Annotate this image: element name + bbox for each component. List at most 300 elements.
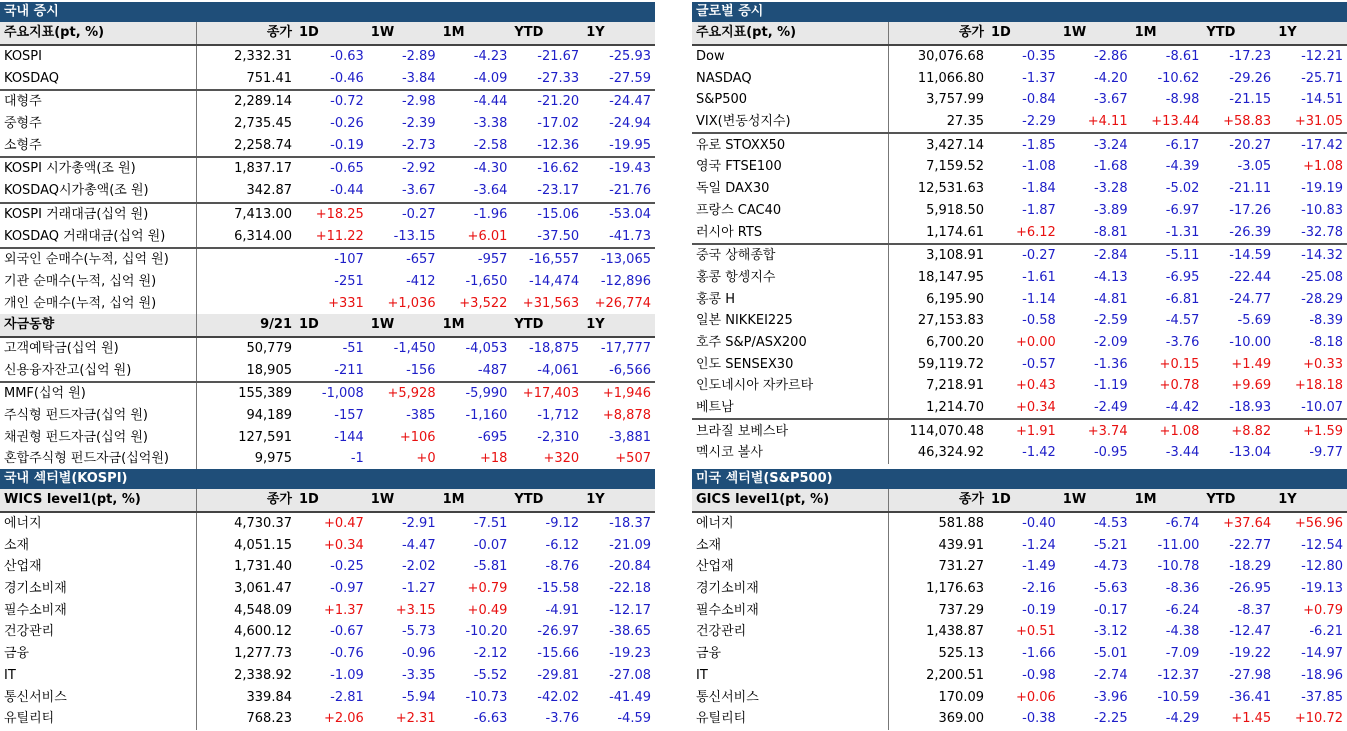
row-close: 3,427.14: [888, 133, 988, 156]
change-value: -23.17: [537, 183, 580, 199]
table-header-row: [0, 22, 655, 45]
change-value: -5.69: [1237, 313, 1272, 329]
change-value: -6.63: [473, 711, 508, 727]
row-close: 6,314.00: [234, 228, 292, 244]
change-value: +1.08: [1132, 419, 1204, 442]
change-value: -0.58: [1022, 313, 1056, 329]
change-value: -11.00: [1157, 537, 1200, 553]
row-close: 46,324.92: [917, 445, 984, 461]
change-value: +18.18: [1294, 378, 1343, 394]
change-value: +320: [543, 451, 580, 467]
table-row: [692, 89, 1347, 111]
change-value: -13.15: [393, 228, 436, 244]
change-value: -8.37: [1237, 602, 1272, 618]
change-value: -957: [440, 248, 512, 271]
us-sector-panel: [692, 469, 1347, 730]
change-value: -156: [406, 362, 436, 378]
change-value: +1,036: [387, 295, 436, 311]
row-name: 소재: [0, 534, 196, 556]
change-value: -8.98: [1165, 92, 1200, 108]
row-name: 외국인 순매수(누적, 십억 원): [0, 248, 196, 271]
change-value: -16.62: [511, 157, 583, 180]
change-value: -1.61: [1022, 269, 1056, 285]
change-value: -3.89: [1093, 202, 1128, 218]
change-value: -1.27: [401, 581, 436, 597]
change-value: -12.36: [537, 137, 580, 153]
change-value: +1.37: [323, 602, 364, 618]
change-value: -7.09: [1165, 646, 1200, 662]
change-value: -4.13: [1093, 269, 1128, 285]
row-close: 59,119.72: [917, 356, 984, 372]
change-value: -0.57: [1022, 356, 1056, 372]
row-close: 2,289.14: [196, 90, 296, 113]
change-value: -51: [342, 340, 364, 356]
header-cell: 종가: [196, 22, 296, 45]
change-value: -2.91: [401, 516, 436, 532]
row-close: 27.35: [946, 114, 984, 130]
change-value: -4,053: [465, 340, 508, 356]
table-row: [692, 512, 1347, 535]
change-value: -412: [406, 273, 436, 289]
change-value: -1.84: [1022, 181, 1056, 197]
change-value: -12.47: [1229, 624, 1272, 640]
row-name: 필수소비재: [0, 599, 196, 621]
header-cell: 1Y: [1275, 22, 1347, 45]
row-close: 12,531.63: [917, 181, 984, 197]
change-value: +0.79: [467, 581, 508, 597]
change-value: -14.59: [1203, 244, 1275, 267]
row-name: Dow: [692, 45, 888, 68]
change-value: +0.06: [1015, 689, 1056, 705]
row-close: 7,218.91: [926, 378, 984, 394]
table-row: [692, 375, 1347, 397]
change-value: -1,160: [465, 408, 508, 424]
change-value: -107: [296, 248, 368, 271]
change-value: -1.42: [1022, 445, 1056, 461]
change-value: +10.72: [1294, 711, 1343, 727]
change-value: +3,522: [459, 295, 508, 311]
change-value: -21.67: [537, 49, 580, 65]
table-row: [0, 45, 655, 68]
row-name: 신용융자잔고(십억 원): [0, 359, 196, 382]
change-value: -4.73: [1093, 559, 1128, 575]
change-value: -4.59: [617, 711, 651, 727]
row-close: 2,200.51: [926, 667, 984, 683]
row-name: 에너지: [0, 512, 196, 535]
change-value: -18.37: [609, 516, 651, 532]
change-value: -12.21: [1301, 49, 1343, 65]
change-value: -10.73: [465, 689, 508, 705]
change-value: -17.02: [537, 116, 580, 132]
change-value: +37.64: [1223, 516, 1272, 532]
change-value: -8.76: [545, 559, 580, 575]
table-header-row: [692, 489, 1347, 512]
change-value: +13.44: [1151, 114, 1200, 130]
change-value: -38.65: [609, 624, 651, 640]
header-cell: 종가: [888, 22, 988, 45]
change-value: -19.95: [609, 137, 651, 153]
change-value: -0.17: [1093, 602, 1128, 618]
header-cell: 1W: [368, 22, 440, 45]
change-value: -21.76: [609, 183, 651, 199]
row-name: 베트남: [692, 397, 888, 420]
change-value: -2.86: [1093, 49, 1128, 65]
panel-title: 미국 섹터별(S&P500): [692, 469, 1347, 489]
change-value: -4.42: [1165, 400, 1200, 416]
change-value: +1,946: [583, 382, 655, 405]
change-value: -0.35: [1022, 49, 1056, 65]
row-name: 에너지: [692, 512, 888, 535]
change-value: -25.08: [1301, 269, 1343, 285]
row-name: 금융: [692, 643, 888, 665]
change-value: -21.15: [1229, 92, 1272, 108]
change-value: -12.54: [1301, 537, 1343, 553]
row-name: S&P500: [692, 89, 888, 111]
change-value: +18: [479, 451, 508, 467]
change-value: -251: [334, 273, 364, 289]
change-value: -0.97: [330, 581, 364, 597]
row-close: 94,189: [246, 408, 292, 424]
change-value: +0.43: [1015, 378, 1056, 394]
change-value: -5.01: [1093, 646, 1128, 662]
change-value: -14.32: [1275, 244, 1347, 267]
table-row: [0, 621, 655, 643]
row-name: 인도네시아 자카르타: [692, 375, 888, 397]
change-value: -2,310: [537, 429, 580, 445]
change-value: -6.21: [1309, 624, 1343, 640]
us-sector-table: [692, 489, 1347, 730]
row-close: [196, 248, 296, 271]
row-name: 영국 FTSE100: [692, 156, 888, 178]
row-name: 멕시코 볼사: [692, 442, 888, 464]
table-row: [0, 708, 655, 730]
change-value: -14,474: [529, 273, 580, 289]
change-value: -2.16: [1022, 581, 1056, 597]
change-value: -1.14: [1022, 291, 1056, 307]
change-value: -10.62: [1157, 70, 1200, 86]
change-value: +8.82: [1203, 419, 1275, 442]
change-value: -21.11: [1229, 181, 1272, 197]
change-value: -17.23: [1229, 49, 1272, 65]
row-close: 5,918.50: [926, 202, 984, 218]
row-name: KOSDAQ: [0, 67, 196, 90]
row-name: 혼합주식형 펀드자금(십억원): [0, 448, 196, 470]
row-close: 1,731.40: [234, 559, 292, 575]
change-value: -16,557: [511, 248, 583, 271]
change-value: +9.69: [1231, 378, 1272, 394]
row-name: 산업재: [692, 556, 888, 578]
change-value: -10.59: [1157, 689, 1200, 705]
change-value: -17,777: [600, 340, 651, 356]
row-name: KOSDAQ 거래대금(십억 원): [0, 225, 196, 248]
change-value: -2.39: [401, 116, 436, 132]
change-value: +1.91: [988, 419, 1060, 442]
change-value: -15.66: [537, 646, 580, 662]
table-row: [692, 556, 1347, 578]
change-value: +18.25: [296, 203, 368, 226]
panel-title: 글로벌 증시: [692, 2, 1347, 22]
change-value: +3.15: [395, 602, 436, 618]
table-row: [0, 359, 655, 382]
table-row: [692, 45, 1347, 68]
row-close: [196, 271, 296, 293]
row-name: 소형주: [0, 134, 196, 157]
global-table: [692, 22, 1347, 464]
change-value: -0.26: [330, 116, 364, 132]
header-cell: 종가: [888, 489, 988, 512]
change-value: -26.95: [1229, 581, 1272, 597]
change-value: -4.29: [1165, 711, 1200, 727]
header-cell: GICS level1(pt, %): [692, 489, 888, 512]
header-cell: 종가: [196, 489, 296, 512]
change-value: -2.02: [401, 559, 436, 575]
change-value: +1.08: [1303, 159, 1343, 175]
change-value: -19.13: [1301, 581, 1343, 597]
change-value: -0.27: [988, 244, 1060, 267]
header-cell: 1D: [296, 314, 368, 337]
change-value: +2.31: [395, 711, 436, 727]
change-value: +1.59: [1275, 419, 1347, 442]
row-name: 개인 순매수(누적, 십억 원): [0, 292, 196, 314]
change-value: -3.05: [1237, 159, 1272, 175]
change-value: -4.20: [1093, 70, 1128, 86]
change-value: +0.15: [1159, 356, 1200, 372]
change-value: -36.41: [1229, 689, 1272, 705]
change-value: -20.84: [609, 559, 651, 575]
change-value: -7.51: [473, 516, 508, 532]
change-value: -1.31: [1165, 224, 1200, 240]
change-value: -4.81: [1093, 291, 1128, 307]
change-value: +5,928: [368, 382, 440, 405]
change-value: -2.49: [1093, 400, 1128, 416]
change-value: -8.39: [1309, 313, 1343, 329]
change-value: -6.95: [1165, 269, 1200, 285]
change-value: -9.77: [1309, 445, 1343, 461]
change-value: -14.97: [1301, 646, 1343, 662]
header-cell: 1W: [1060, 489, 1132, 512]
change-value: -6.17: [1132, 133, 1204, 156]
change-value: -0.38: [1022, 711, 1056, 727]
table-row: [0, 292, 655, 314]
header-cell: 1Y: [583, 314, 655, 337]
table-row: [692, 310, 1347, 332]
row-close: 439.91: [938, 537, 984, 553]
table-row: [692, 665, 1347, 687]
domestic-market-panel: [0, 2, 655, 470]
row-name: 호주 S&P/ASX200: [692, 332, 888, 354]
row-close: 768.23: [246, 711, 292, 727]
change-value: -6.97: [1165, 202, 1200, 218]
row-name: 홍콩 H: [692, 288, 888, 310]
change-value: -1.19: [1093, 378, 1128, 394]
change-value: -1: [350, 451, 364, 467]
change-value: -1,712: [537, 408, 580, 424]
row-name: 건강관리: [692, 621, 888, 643]
header-cell: 1M: [440, 314, 512, 337]
table-row: [692, 442, 1347, 464]
change-value: -3,881: [609, 429, 651, 445]
table-row: [692, 67, 1347, 89]
row-name: 인도 SENSEX30: [692, 353, 888, 375]
change-value: -3.76: [1165, 334, 1200, 350]
change-value: +56.96: [1294, 516, 1343, 532]
change-value: -1.68: [1093, 159, 1128, 175]
change-value: +4.11: [1087, 114, 1128, 130]
table-row: [692, 332, 1347, 354]
header-cell: WICS level1(pt, %): [0, 489, 196, 512]
change-value: -18,875: [529, 340, 580, 356]
change-value: -144: [334, 429, 364, 445]
change-value: -1,450: [393, 340, 436, 356]
change-value: +331: [328, 295, 364, 311]
change-value: -28.29: [1301, 291, 1343, 307]
table-row: [692, 288, 1347, 310]
change-value: -3.24: [1060, 133, 1132, 156]
row-name: 채권형 펀드자금(십억 원): [0, 426, 196, 448]
change-value: -10.78: [1157, 559, 1200, 575]
header-cell: 1W: [1060, 22, 1132, 45]
change-value: -9.12: [545, 516, 580, 532]
change-value: -1.08: [1022, 159, 1056, 175]
row-name: 경기소비재: [0, 578, 196, 600]
change-value: -18.96: [1301, 667, 1343, 683]
change-value: +106: [399, 429, 436, 445]
change-value: -13,065: [583, 248, 655, 271]
change-value: -19.23: [609, 646, 651, 662]
table-row: [0, 248, 655, 271]
change-value: -29.81: [537, 667, 580, 683]
table-row: [692, 200, 1347, 222]
change-value: -26.39: [1229, 224, 1272, 240]
change-value: -4.57: [1165, 313, 1200, 329]
change-value: -3.44: [1165, 445, 1200, 461]
table-row: [692, 643, 1347, 665]
table-row: [0, 382, 655, 405]
row-name: 일본 NIKKEI225: [692, 310, 888, 332]
change-value: -2.25: [1093, 711, 1128, 727]
change-value: -5.02: [1165, 181, 1200, 197]
row-name: KOSPI 거래대금(십억 원): [0, 203, 196, 226]
row-close: 1,837.17: [196, 157, 296, 180]
row-name: 산업재: [0, 556, 196, 578]
change-value: -0.76: [330, 646, 364, 662]
change-value: -0.67: [330, 624, 364, 640]
table-row: [0, 512, 655, 535]
change-value: -0.44: [330, 183, 364, 199]
table-row: [0, 578, 655, 600]
change-value: -24.94: [609, 116, 651, 132]
table-header-row: [0, 489, 655, 512]
change-value: -20.27: [1203, 133, 1275, 156]
table-row: [0, 643, 655, 665]
change-value: -657: [368, 248, 440, 271]
header-cell: 1Y: [583, 489, 655, 512]
table-row: [0, 405, 655, 427]
change-value: -26.97: [537, 624, 580, 640]
table-row: [692, 178, 1347, 200]
row-close: 369.00: [938, 711, 984, 727]
row-close: 4,548.09: [234, 602, 292, 618]
row-close: 1,174.61: [926, 224, 984, 240]
header-cell: 1Y: [583, 22, 655, 45]
change-value: -18.29: [1229, 559, 1272, 575]
header-cell: 1D: [296, 22, 368, 45]
panel-title: 국내 증시: [0, 2, 655, 22]
row-name: 통신서비스: [0, 686, 196, 708]
row-close: 11,066.80: [917, 70, 984, 86]
change-value: -14.51: [1301, 92, 1343, 108]
change-value: -385: [406, 408, 436, 424]
row-close: 127,591: [238, 429, 292, 445]
change-value: -3.28: [1093, 181, 1128, 197]
change-value: -3.35: [401, 667, 436, 683]
change-value: +26,774: [594, 295, 651, 311]
change-value: -3.76: [545, 711, 580, 727]
change-value: -19.22: [1229, 646, 1272, 662]
table-row: [692, 244, 1347, 267]
change-value: -42.02: [537, 689, 580, 705]
change-value: -24.77: [1229, 291, 1272, 307]
table-row: [0, 271, 655, 293]
change-value: -0.19: [1022, 602, 1056, 618]
row-name: 브라질 보베스타: [692, 419, 888, 442]
row-name: VIX(변동성지수): [692, 111, 888, 134]
row-name: KOSPI 시가총액(조 원): [0, 157, 196, 180]
table-row: [692, 267, 1347, 289]
change-value: -3.12: [1093, 624, 1128, 640]
header-cell: 9/21: [196, 314, 296, 337]
row-close: 2,332.31: [234, 49, 292, 65]
table-row: [0, 90, 655, 113]
change-value: +3.74: [1060, 419, 1132, 442]
change-value: +1.49: [1231, 356, 1272, 372]
header-cell: 1W: [368, 314, 440, 337]
row-close: 114,070.48: [888, 419, 988, 442]
table-row: [692, 708, 1347, 730]
table-row: [692, 397, 1347, 420]
header-cell: 1M: [1132, 489, 1204, 512]
header-cell: 1D: [988, 489, 1060, 512]
change-value: -6.24: [1165, 602, 1200, 618]
row-close: 4,051.15: [234, 537, 292, 553]
change-value: +31.05: [1294, 114, 1343, 130]
change-value: -2.09: [1093, 334, 1128, 350]
row-close: 2,338.92: [234, 667, 292, 683]
change-value: -2.81: [330, 689, 364, 705]
change-value: -25.93: [609, 49, 651, 65]
change-value: -8.61: [1165, 49, 1200, 65]
change-value: -12,896: [600, 273, 651, 289]
change-value: -5.63: [1093, 581, 1128, 597]
change-value: +0: [416, 451, 436, 467]
change-value: -4.39: [1165, 159, 1200, 175]
header-cell: YTD: [511, 489, 583, 512]
table-row: [692, 599, 1347, 621]
change-value: -0.95: [1093, 445, 1128, 461]
change-value: +0.49: [467, 602, 508, 618]
table-row: [692, 419, 1347, 442]
row-name: KOSPI: [0, 45, 196, 68]
table-row: [692, 111, 1347, 134]
change-value: +8,878: [602, 408, 651, 424]
change-value: +1.45: [1231, 711, 1272, 727]
change-value: -0.40: [1022, 516, 1056, 532]
change-value: -4.47: [401, 537, 436, 553]
row-close: 27,153.83: [917, 313, 984, 329]
table-row: [0, 426, 655, 448]
table-row: [0, 134, 655, 157]
change-value: -27.59: [609, 70, 651, 86]
